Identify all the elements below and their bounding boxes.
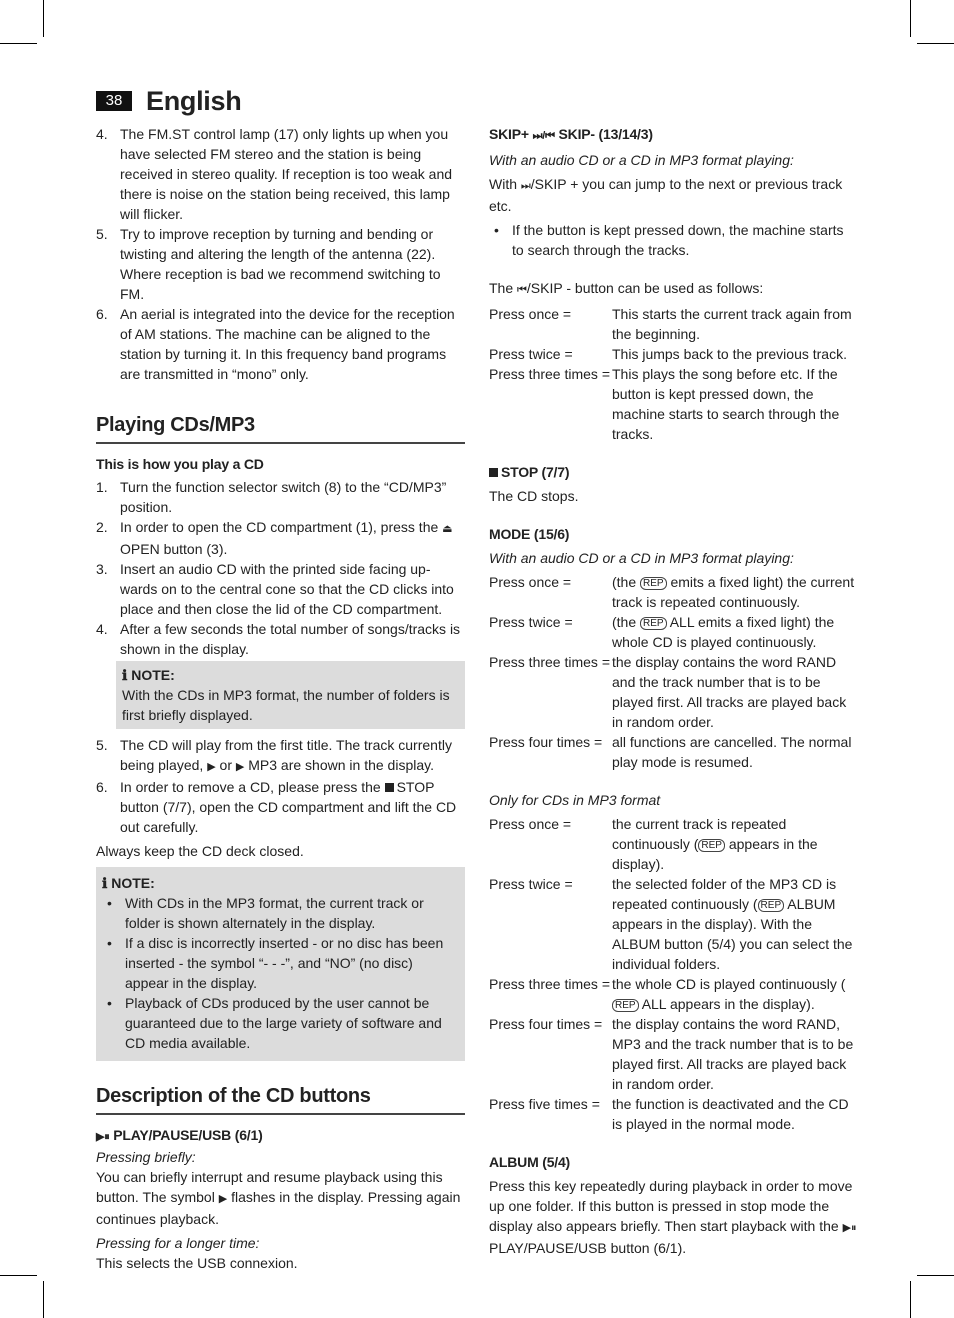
table-row: Press twice = (the REP ALL emits a fixed light) the whole CD is played continuously. [489, 614, 835, 650]
list-item: 5. Try to improve reception by turning and bending or twisting and altering the length of the antenna (22). Where reception is bad we recommend switching to FM. [96, 226, 441, 302]
play-icon: ▶ [235, 761, 245, 773]
list-item: 5. The CD will play from the first title. The track currently being played, ▶ or ▶ MP3 are shown in the display. [96, 735, 465, 777]
table-row: Press once = This starts the current track again from the beginning. [489, 306, 852, 342]
repeat-icon: REP [612, 999, 639, 1012]
fm-list [96, 124, 465, 384]
list-item: 2. In order to open the CD compartment (1), press the ⏏ OPEN button (3). [96, 519, 453, 557]
crop-mark [910, 0, 911, 37]
body-text: Press this key repeatedly during playback in order to move up one folder. If this button is pressed in stop mode the display also appears briefly. Then start playback with the ▶⏸ PLAY/PAUSE/USB button (6/1). [489, 1178, 857, 1256]
crop-mark [0, 43, 37, 44]
list-item: 4. The FM.ST control lamp (17) only lights up when you have selected FM stereo and the station is being received in stereo quality. If reception is too weak and there is noise on the station being received, this lamp will flicker. [96, 126, 453, 222]
table-row: Press five times = the function is deactivated and the CD is played in the normal mode. [489, 1096, 849, 1132]
info-icon: ℹ [122, 667, 128, 683]
crop-mark [0, 1275, 37, 1276]
crop-mark [917, 1275, 954, 1276]
body-text: You can briefly interrupt and resume playback using this button. The symbol ▶ flashes in the display. Pressing again continues playback. [96, 1169, 461, 1227]
play-pause-icon: ▶⏸ [96, 1131, 110, 1143]
play-icon: ▶ [207, 761, 216, 773]
table-row: Press four times = all functions are cancelled. The normal play mode is resumed. [489, 734, 852, 770]
list-item: 4. After a few seconds the total number of songs/tracks is shown in the display. [96, 621, 461, 657]
list-item: 1. Turn the function selector switch (8) to the “CD/MP3” position. [96, 479, 447, 515]
skip-forward-icon: ⏭ [520, 180, 531, 192]
crop-mark [43, 0, 44, 37]
section-heading-description: Description of the CD buttons [96, 1083, 465, 1115]
note-box: ℹ NOTE: With the CDs in MP3 format, the number of folders is first briefly displayed. [116, 661, 465, 729]
table-row: Press twice = the selected folder of the MP3 CD is repeated continuously ( REP ALBUM appears in the display). With the ALBUM button (5/4) you can select the individual folders. [489, 876, 853, 972]
right-column: SKIP+ ⏭/⏮ SKIP- (13/14/3) With an audio CD or a CD in MP3 format playing: With ⏭/SKIP + you can jump to the next or previous track etc. • If the button is kept pressed down, the machine starts to search through the tracks. The ⏮/SKIP - button can be used as follows: Press once = This starts the current track again from the beginning. Press twice = This jumps back to the previous track. Press three times = This plays the song before etc. If the button is kept pressed down, the machine starts to search through the tracks. STOP (7/7) The CD stops. MODE (15/6) With an audio CD or a CD in MP3 format playing: Press once = (the REP emits a fixed light) the current track is repeated continuously. Press twice = (the REP ALL emits a fixed light) the whole CD is played continuously. Press three times = the display contains the word RAND and the track number that is to be played first. All tracks are played back in random order. Press four times = all functions are cancelled. The normal play mode is resumed. Only for CDs in MP3 format Press once = the current track is repeated continuously ( REP appears in the display). Press twice = the selected folder of the MP3 CD is repeated continuously ( REP ALBUM appears in the display). With the ALBUM button (5/4) you can select the individual folders. Press three times = the whole CD is played continuously (REP ALL appears in the display). Press four times = the display contains the word RAND, MP3 and the track number that is to be played first. All tracks are played back in random order. Press five times = the function is deactivated and the CD is played in the normal mode. ALBUM (5/4) Press this key repeatedly during playback in order to move up one folder. If this button is pressed in stop mode the display also appears briefly. Then start playback with the ▶⏸ PLAY/PAUSE/USB button (6/1). [489, 124, 859, 1258]
list-item: 6. In order to remove a CD, please press the STOP button (7/7), open the CD compartment and lift the CD out carefully. [96, 779, 457, 835]
table-row: Press once = the current track is repeated continuously ( REP appears in the display). [489, 816, 818, 872]
stop-icon [489, 468, 498, 477]
stop-icon [385, 783, 394, 792]
body-text: The ⏮/SKIP - button can be used as follows: [489, 278, 859, 300]
mode-heading: MODE (15/6) [489, 526, 570, 542]
crop-mark [910, 1281, 911, 1318]
table-row: Press three times = the display contains the word RAND and the track number that is to be played first. All tracks are played back in random order. [489, 654, 847, 730]
crop-mark [917, 43, 954, 44]
skip-icon: ⏭/⏮ [532, 130, 555, 142]
table-row: Press three times = This plays the song before etc. If the button is kept pressed down, the machine starts to search through the tracks. [489, 366, 840, 442]
stop-heading: STOP (7/7) [501, 464, 570, 480]
steps-list-continued [96, 735, 465, 837]
repeat-icon: REP [640, 617, 667, 630]
table-row: Press four times = the display contains the word RAND, MP3 and the track number that is to be played first. All tracks are played back in random order. [489, 1016, 854, 1092]
steps-list [96, 477, 465, 659]
list-item: • Playback of CDs produced by the user cannot be guaranteed due to the large variety of software and CD media available. [102, 993, 459, 1053]
body-text: This selects the USB connexion. [96, 1255, 298, 1271]
list-item: 3. Insert an audio CD with the printed side facing up-wards on to the central cone so that the CD clicks into place and then close the lid of the CD compartment. [96, 561, 454, 617]
skip-back-icon: ⏮ [517, 284, 527, 296]
list-item: • If the button is kept pressed down, the machine starts to search through the tracks. [489, 220, 859, 260]
album-heading: ALBUM (5/4) [489, 1154, 571, 1170]
body-text: The CD stops. [489, 488, 579, 504]
body-text: With ⏭/SKIP + you can jump to the next or previous track etc. [489, 176, 843, 214]
list-item: • If a disc is incorrectly inserted - or no disc has been inserted - the symbol “- - -”, and “NO” (no disc) appear in the display. [102, 933, 459, 993]
note-box: ℹ NOTE: • With CDs in the MP3 format, the current track or folder is shown alternately in the display. • If a disc is incorrectly inserted - or no disc has been inserted - the symbol “- - -”, and “NO” (no disc) appear in the display. • Playback of CDs produced by the user cannot be guaranteed due to the large variety of software and CD media available. [96, 867, 465, 1061]
play-pause-icon: ▶⏸ [842, 1222, 857, 1234]
repeat-icon: REP [698, 839, 725, 852]
skip-heading: SKIP+ [489, 126, 529, 142]
repeat-icon: REP [758, 899, 785, 912]
page-number: 38 [96, 91, 132, 111]
play-icon: ▶ [218, 1193, 228, 1205]
list-item: 6. An aerial is integrated into the device for the reception of AM stations. The machine can be aligned to the station by turning it. In this frequency band programs are transmitted in “mono” only. [96, 306, 455, 382]
subheading-how-to: This is how you play a CD [96, 456, 264, 472]
table-row: Press once = (the REP emits a fixed light) the current track is repeated continuously. [489, 574, 855, 610]
table-row: Press twice = This jumps back to the previous track. [489, 346, 847, 362]
eject-icon: ⏏ [442, 523, 453, 535]
info-icon: ℹ [102, 875, 108, 891]
list-item: • With CDs in the MP3 format, the current track or folder is shown alternately in the display. [102, 893, 459, 933]
table-row: Press three times = the whole CD is played continuously (REP ALL appears in the display). [489, 976, 846, 1012]
repeat-icon: REP [640, 577, 667, 590]
left-column: 4. The FM.ST control lamp (17) only lights up when you have selected FM stereo and the station is being received in stereo quality. If reception is too weak and there is noise on the station being received, this lamp will flicker. 5. Try to improve reception by turning and bending or twisting and altering the length of the antenna (22). Where reception is bad we recommend switching to FM. 6. An aerial is integrated into the device for the reception of AM stations. The machine can be aligned to the station by turning it. In this frequency band programs are transmitted in “mono” only. Playing CDs/MP3 This is how you play a CD 1. Turn the function selector switch (8) to the “CD/MP3” position. 2. In order to open the CD compartment (1), press the ⏏ OPEN button (3). 3. Insert an audio CD with the printed side facing up-wards on to the central cone so that the CD clicks into place and then close the lid of the CD compartment. 4. After a few seconds the total number of songs/tracks is shown in the display. ℹ NOTE: With the CDs in MP3 format, the number of folders is first briefly displayed. 5. The CD will play from the first title. The track currently being played, ▶ or ▶ MP3 are shown in the display. 6. In order to remove a CD, please press the STOP button (7/7), open the CD compartment and lift the CD out carefully. Always keep the CD deck closed. ℹ NOTE: • With CDs in the MP3 format, the current track or folder is shown alternately in the display. • If a disc is incorrectly inserted - or no disc has been inserted - the symbol “- - -”, and “NO” (no disc) appear in the display. • Playback of CDs produced by the user cannot be guaranteed due to the large variety of software and CD media available. Description of the CD buttons ▶⏸ PLAY/PAUSE/USB (6/1) Pressing briefly: You can briefly interrupt and resume playback using this button. The symbol ▶ flashes in the display. Pressing again continues playback. Pressing for a longer time: This selects the USB connexion. [96, 124, 465, 1273]
body-text: Always keep the CD deck closed. [96, 843, 304, 859]
language-title: English [146, 86, 242, 116]
crop-mark [43, 1281, 44, 1318]
section-heading-playing: Playing CDs/MP3 [96, 412, 465, 444]
play-heading: PLAY/PAUSE/USB (6/1) [113, 1127, 263, 1143]
